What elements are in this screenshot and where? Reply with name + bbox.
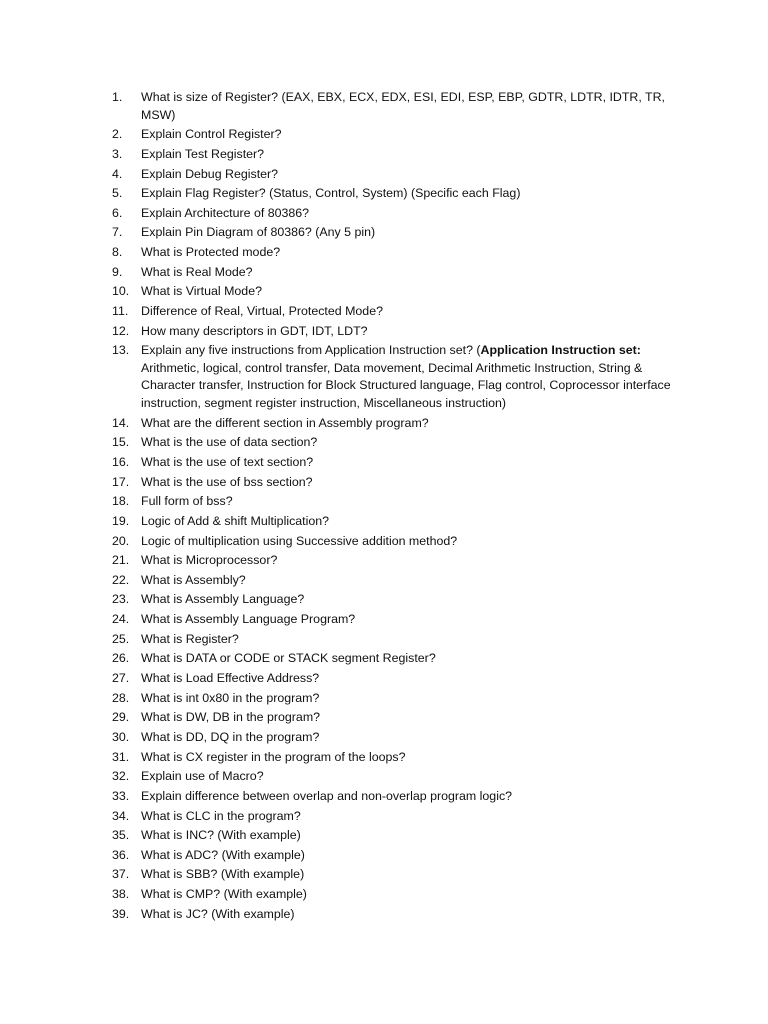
item-number: 9. xyxy=(112,264,123,279)
item-text: What is the use of bss section? xyxy=(141,474,313,489)
item-text: Explain Control Register? xyxy=(141,127,282,142)
list-item xyxy=(112,827,672,845)
item-number: 12. xyxy=(112,323,130,338)
item-number: 8. xyxy=(112,245,123,260)
item-text: Logic of multiplication using Successive addition method? xyxy=(141,533,458,548)
item-text: How many descriptors in GDT, IDT, LDT? xyxy=(141,323,368,338)
item-number: 18. xyxy=(112,494,130,509)
item-number: 36. xyxy=(112,847,130,862)
item-text: What is INC? (With example) xyxy=(141,828,301,843)
list-item xyxy=(112,323,672,341)
item-text: Full form of bss? xyxy=(141,494,233,509)
item-number: 37. xyxy=(112,867,130,882)
item-text: What is CMP? (With example) xyxy=(141,887,307,902)
list-item xyxy=(112,808,672,826)
list-item xyxy=(112,709,672,727)
item-number: 25. xyxy=(112,631,130,646)
item-number: 16. xyxy=(112,454,130,469)
item-text: What is Assembly Language Program? xyxy=(141,612,356,627)
item-number: 39. xyxy=(112,906,130,921)
list-item xyxy=(112,493,672,511)
item-text: Explain any five instructions from Application Instruction set? ( xyxy=(141,343,481,358)
item-text: What is Microprocessor? xyxy=(141,553,278,568)
item-number: 26. xyxy=(112,651,130,666)
list-item xyxy=(112,146,672,164)
list-item xyxy=(112,690,672,708)
item-number: 31. xyxy=(112,749,130,764)
list-item xyxy=(112,166,672,184)
list-item xyxy=(112,552,672,570)
item-text: What is DD, DQ in the program? xyxy=(141,729,320,744)
item-number: 19. xyxy=(112,513,130,528)
list-item xyxy=(112,729,672,747)
item-text: Explain Debug Register? xyxy=(141,166,279,181)
item-text: Explain use of Macro? xyxy=(141,769,264,784)
item-number: 38. xyxy=(112,887,130,902)
list-item xyxy=(112,670,672,688)
list-item xyxy=(112,264,672,282)
item-text: What is DW, DB in the program? xyxy=(141,710,321,725)
item-number: 30. xyxy=(112,729,130,744)
list-item xyxy=(112,342,672,412)
list-item xyxy=(112,650,672,668)
list-item xyxy=(112,89,672,124)
item-text: What is ADC? (With example) xyxy=(141,847,305,862)
list-item xyxy=(112,906,672,924)
list-item xyxy=(112,185,672,203)
item-text: What is CLC in the program? xyxy=(141,808,301,823)
item-number: 23. xyxy=(112,592,130,607)
list-item xyxy=(112,788,672,806)
item-number: 14. xyxy=(112,415,130,430)
item-text: What is the use of data section? xyxy=(141,435,318,450)
list-item xyxy=(112,474,672,492)
item-number: 13. xyxy=(112,343,130,358)
item-text: What is the use of text section? xyxy=(141,454,314,469)
item-number: 28. xyxy=(112,690,130,705)
list-item xyxy=(112,611,672,629)
item-text: Explain difference between overlap and non-overlap program logic? xyxy=(141,788,513,803)
item-text: Difference of Real, Virtual, Protected Mode? xyxy=(141,304,383,318)
item-number: 11. xyxy=(112,304,129,318)
list-item xyxy=(112,303,672,321)
list-item xyxy=(112,591,672,609)
item-text: What is JC? (With example) xyxy=(141,906,295,921)
item-text: Explain Test Register? xyxy=(141,146,265,161)
item-number: 29. xyxy=(112,710,130,725)
item-text: What is Assembly? xyxy=(141,572,246,587)
item-number: 3. xyxy=(112,146,123,161)
item-number: 24. xyxy=(112,612,130,627)
list-item xyxy=(112,224,672,242)
item-number: 35. xyxy=(112,828,130,843)
item-number: 15. xyxy=(112,435,130,450)
item-text: Explain Flag Register? (Status, Control, System) (Specific each Flag) xyxy=(141,186,521,201)
item-text: Logic of Add & shift Multiplication? xyxy=(141,513,330,528)
list-item xyxy=(112,205,672,223)
item-text: What is SBB? (With example) xyxy=(141,867,305,882)
list-item xyxy=(112,768,672,786)
list-item xyxy=(112,847,672,865)
item-number: 22. xyxy=(112,572,130,587)
item-text: What is Assembly Language? xyxy=(141,592,305,607)
list-item xyxy=(112,886,672,904)
item-text: What is CX register in the program of the loops? xyxy=(141,749,406,764)
list-item xyxy=(112,415,672,433)
item-number: 4. xyxy=(112,166,123,181)
item-text: What is int 0x80 in the program? xyxy=(141,690,320,705)
list-item xyxy=(112,126,672,144)
item-text: What is Real Mode? xyxy=(141,264,253,279)
item-number: 21. xyxy=(112,553,130,568)
item-number: 32. xyxy=(112,769,130,784)
item-text: What are the different section in Assembly program? xyxy=(141,415,429,430)
item-number: 10. xyxy=(112,284,130,299)
item-number: 1. xyxy=(112,90,123,104)
list-item xyxy=(112,454,672,472)
item-number: 20. xyxy=(112,533,130,548)
list-item xyxy=(112,749,672,767)
item-text-after: Arithmetic, logical, control transfer, Data movement, Decimal Arithmetic Instruction, String & Character transfer, Instruction for Block Structured language, Flag control, Coprocessor interface instruction, segment register instruction, Miscellaneous instruction) xyxy=(141,360,671,411)
list-item xyxy=(112,244,672,262)
item-number: 5. xyxy=(112,186,123,201)
list-item xyxy=(112,533,672,551)
item-text: What is Register? xyxy=(141,631,239,646)
item-number: 34. xyxy=(112,808,130,823)
item-text: Explain Architecture of 80386? xyxy=(141,205,310,220)
item-number: 2. xyxy=(112,127,123,142)
list-item xyxy=(112,866,672,884)
item-text: What is Virtual Mode? xyxy=(141,284,262,299)
item-number: 6. xyxy=(112,205,123,220)
item-bold-text: Application Instruction set: xyxy=(480,343,641,358)
item-number: 33. xyxy=(112,788,130,803)
item-number: 7. xyxy=(112,225,123,240)
question-list xyxy=(112,89,672,925)
item-text: Explain Pin Diagram of 80386? (Any 5 pin) xyxy=(141,225,376,240)
list-item xyxy=(112,572,672,590)
item-text: What is size of Register? (EAX, EBX, ECX, EDX, ESI, EDI, ESP, EBP, GDTR, LDTR, IDTR, TR, MSW) xyxy=(141,90,665,122)
item-number: 17. xyxy=(112,474,130,489)
item-number: 27. xyxy=(112,671,130,686)
item-text: What is Protected mode? xyxy=(141,245,281,260)
list-item xyxy=(112,283,672,301)
item-text: What is DATA or CODE or STACK segment Register? xyxy=(141,651,436,666)
item-text: What is Load Effective Address? xyxy=(141,671,320,686)
list-item xyxy=(112,631,672,649)
list-item xyxy=(112,434,672,452)
list-item xyxy=(112,513,672,531)
